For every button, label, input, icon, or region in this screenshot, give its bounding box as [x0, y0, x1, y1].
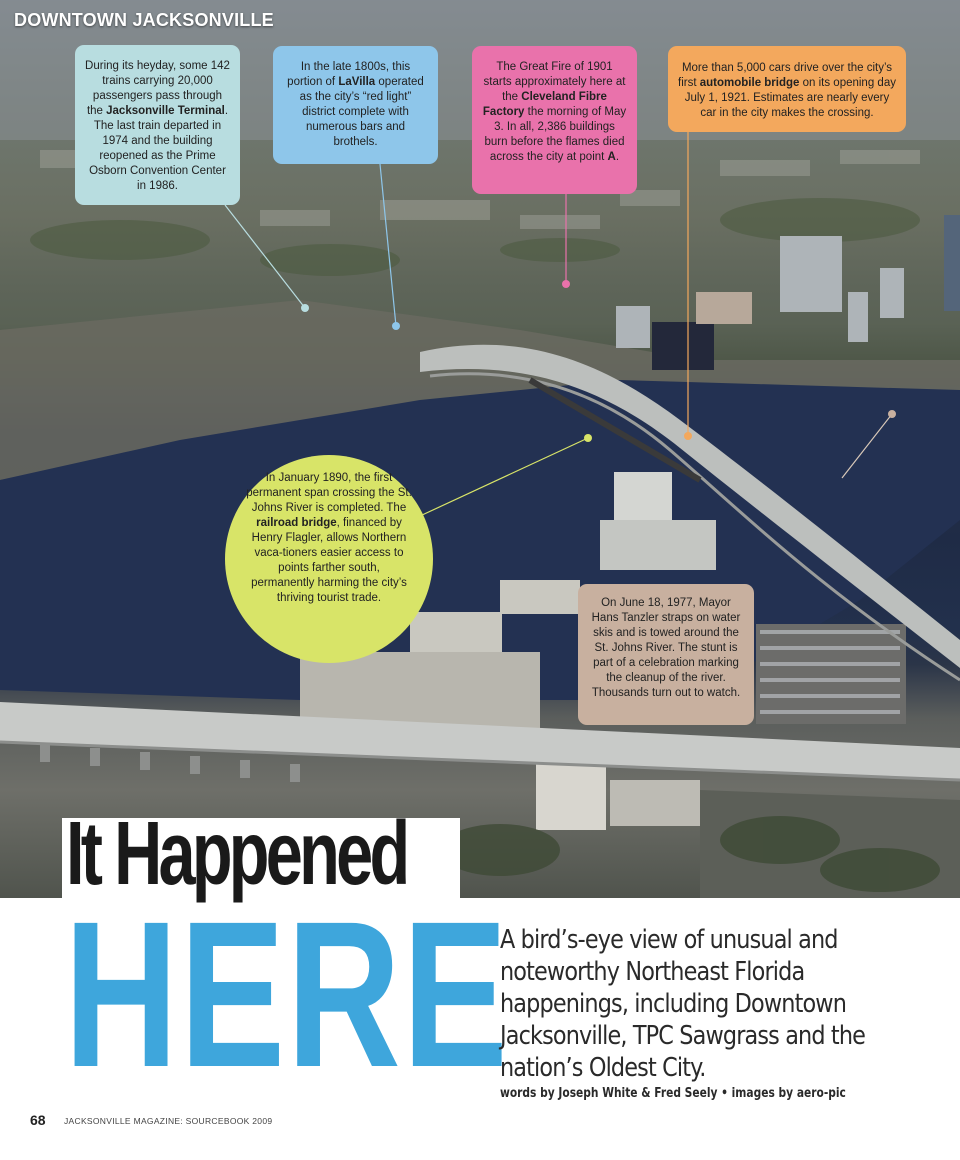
headline-line-1: It Happened — [66, 804, 407, 904]
callout-text: . The last train departed in 1974 and the building reopened as the Prime Osborn Convention Center in 1986. — [89, 105, 229, 192]
callout-text: The Great Fire of 1901 starts approximately here at the — [483, 61, 626, 103]
callout-text: In January 1890, the first permanent span crossing the St. Johns River is completed. The — [246, 472, 412, 514]
callout-text: More than 5,000 cars drive over the city’s first — [678, 62, 893, 89]
callout-text: During its heyday, some 142 trains carrying 20,000 passengers pass through the — [85, 60, 230, 117]
publication-folio: JACKSONVILLE MAGAZINE: SOURCEBOOK 2009 — [64, 1116, 273, 1126]
callout-bold-text: railroad bridge — [256, 517, 337, 529]
callout-water-skiing — [578, 584, 754, 725]
callout-text: , financed by Henry Flagler, allows Northern vaca-tioners easier access to points farther south, permanently harming the city’s thriving tourist trade. — [251, 517, 407, 604]
callout-jacksonville-terminal — [75, 45, 240, 205]
callout-bold-text: Jacksonville Terminal — [106, 105, 225, 117]
callout-lavilla — [273, 46, 438, 164]
callout-text: . — [615, 151, 620, 163]
deck-text: A bird’s-eye view of unusual and noteworthy Northeast Florida happenings, including Downtown Jacksonville, TPC Sawgrass and the nation’s Oldest City. — [500, 925, 866, 1083]
callout-bold-text: A — [607, 151, 616, 163]
headline-line-2: HERE — [64, 879, 510, 1111]
callout-text: In the late 1800s, this portion of — [287, 61, 411, 88]
callout-text: operated as the city’s “red light” district complete with numerous bars and brothels. — [299, 76, 424, 148]
byline: words by Joseph White & Fred Seely • images by aero-pic — [500, 1086, 846, 1101]
callout-automobile-bridge — [668, 46, 906, 132]
callout-text: the morning of May 3. In all, 2,386 buildings burn before the flames died across the city at point — [484, 106, 627, 163]
page-number: 68 — [30, 1112, 46, 1128]
callout-bold-text: Cleveland Fibre Factory — [482, 91, 607, 118]
callout-bold-text: LaVilla — [338, 76, 376, 88]
callout-railroad-bridge — [225, 455, 433, 663]
callout-bold-text: automobile bridge — [699, 77, 800, 89]
callout-great-fire — [472, 46, 637, 194]
callout-text: On June 18, 1977, Mayor Hans Tanzler straps on water skis and is towed around the St. Johns River. The stunt is part of a celebration marking the cleanup of the river. Thousands turn out to watch. — [591, 597, 741, 699]
callout-text: on its opening day July 1, 1921. Estimates are nearly every car in the city makes the crossing. — [684, 77, 896, 119]
section-label: DOWNTOWN JACKSONVILLE — [14, 10, 274, 30]
